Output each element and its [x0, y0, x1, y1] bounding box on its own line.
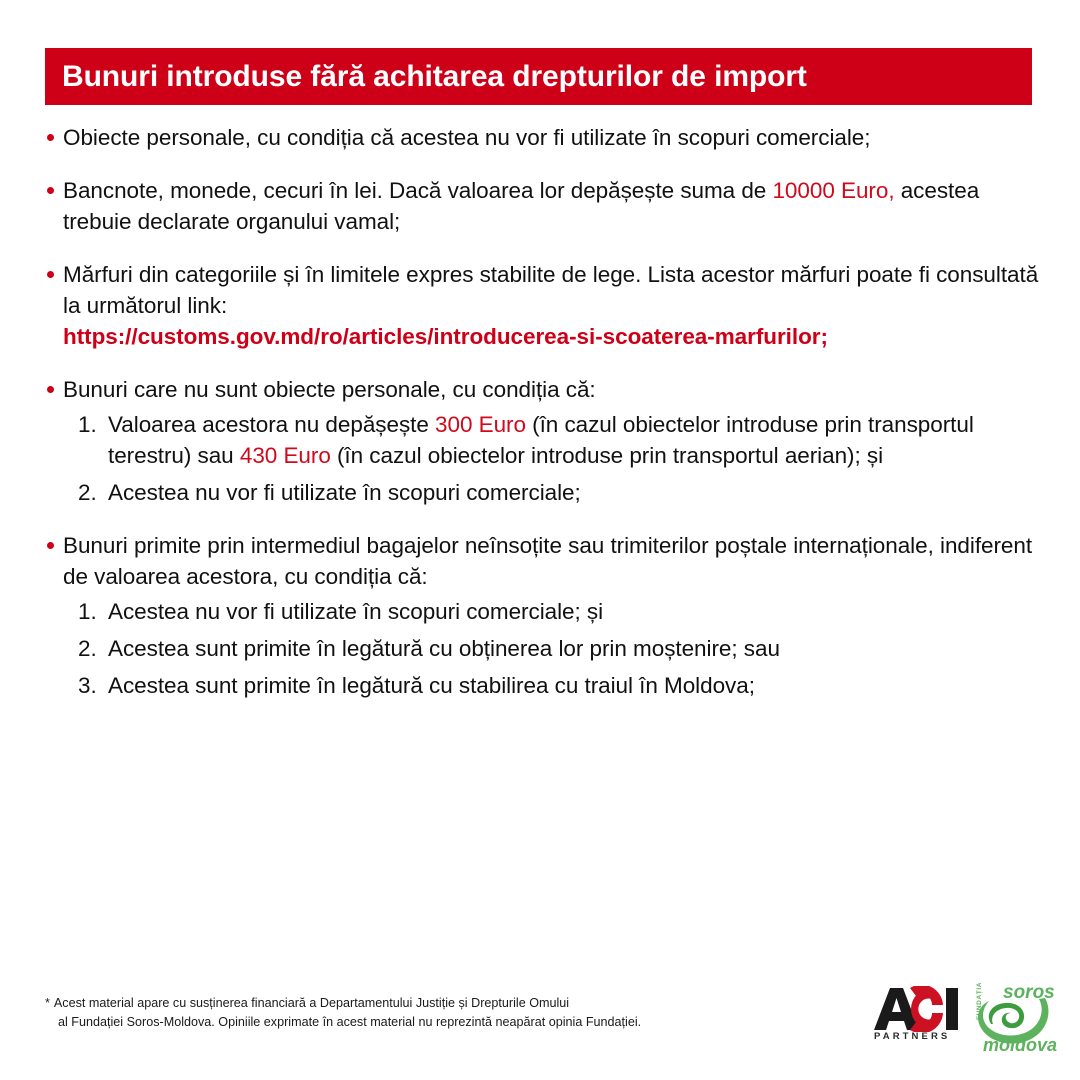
list-number: 1. [78, 412, 97, 437]
body-text: Bancnote, monede, cecuri în lei. Dacă valoarea lor depășește suma de [63, 178, 773, 203]
header-banner [45, 48, 1032, 105]
highlight-value: 430 Euro [239, 443, 331, 468]
soros-moldova-logo [967, 980, 1059, 1054]
disclaimer-line-2: al Fundației Soros-Moldova. Opiniile exprimate în acest material nu reprezintă neapărat opinia Fundației. [58, 1015, 642, 1029]
numbered-list-item [78, 409, 1040, 471]
disclaimer-line-1: Acest material apare cu susținerea financiară a Departamentului Justiție și Drepturile Omului [53, 996, 570, 1010]
list-number: 3. [78, 673, 97, 698]
list-number: 2. [78, 636, 97, 661]
body-text: Mărfuri din categoriile și în limitele expres stabilite de lege. Lista acestor mărfuri poate fi consultată la următorul link: [63, 262, 1039, 318]
numbered-sublist [78, 596, 1040, 701]
bullet-bancnote [45, 175, 1040, 237]
body-text: Bunuri primite prin intermediul bagajelor neînsoțite sau trimiterilor poștale internaționale, indiferent de valoarea acestora, cu condiția că: [63, 533, 1033, 589]
highlight-value: 10000 Euro, [772, 178, 895, 203]
bullet-marfuri [45, 259, 1040, 352]
soros-bottom-word: moldova [983, 1035, 1058, 1054]
body-text: Acestea sunt primite în legătură cu obținerea lor prin moștenire; sau [108, 636, 780, 661]
soros-logo-icon [967, 980, 1059, 1054]
bullet-list [45, 122, 1040, 701]
external-link[interactable]: https://customs.gov.md/ro/articles/introducerea-si-scoaterea-marfurilor; [63, 324, 828, 349]
bullet-paragraph [63, 530, 1040, 592]
numbered-list-item [78, 670, 1040, 701]
soros-vertical-word: FUNDAȚIA [976, 981, 983, 1020]
bullet-bagaje-postale [45, 530, 1040, 701]
numbered-list-item [78, 477, 1040, 508]
bullet-paragraph [63, 175, 1040, 237]
funding-disclaimer [45, 994, 815, 1032]
list-number: 1. [78, 599, 97, 624]
asterisk-marker: * [45, 996, 50, 1010]
body-text: (în cazul obiectelor introduse prin transportul terestru) sau [108, 412, 974, 468]
bullet-dot-icon [47, 134, 54, 141]
body-text: Acestea nu vor fi utilizate în scopuri comerciale; și [108, 599, 604, 624]
highlight-value: 300 Euro [435, 412, 526, 437]
bullet-paragraph [63, 122, 1040, 153]
body-text: Bunuri care nu sunt obiecte personale, cu condiția că: [63, 377, 596, 402]
bullet-paragraph [63, 374, 1040, 405]
bullet-obiecte-personale [45, 122, 1040, 153]
list-number: 2. [78, 480, 97, 505]
aci-wordmark [870, 986, 970, 1030]
body-text: acestea trebuie declarate organului vamal; [63, 178, 980, 234]
aci-logo-icon [870, 986, 970, 1032]
bullet-dot-icon [47, 386, 54, 393]
footer [45, 981, 1058, 1062]
bullet-dot-icon [47, 271, 54, 278]
numbered-list-item [78, 633, 1040, 664]
bullet-bunuri-nepersonale [45, 374, 1040, 508]
numbered-sublist [78, 409, 1040, 508]
bullet-paragraph [63, 259, 1040, 352]
bullet-dot-icon [47, 542, 54, 549]
body-text: Valoarea acestora nu depășește [108, 412, 436, 437]
body-text: Acestea sunt primite în legătură cu stabilirea cu traiul în Moldova; [108, 673, 755, 698]
bullet-dot-icon [47, 187, 54, 194]
body-text: Obiecte personale, cu condiția că acestea nu vor fi utilizate în scopuri comerciale; [63, 125, 871, 150]
body-text: Acestea nu vor fi utilizate în scopuri comerciale; [108, 480, 581, 505]
page-title: Bunuri introduse fără achitarea drepturilor de import [62, 59, 807, 93]
soros-top-word: soros [1003, 982, 1055, 1003]
numbered-list-item [78, 596, 1040, 627]
aci-partners-logo [870, 986, 970, 1052]
body-text: (în cazul obiectelor introduse prin transportul aerian); și [330, 443, 884, 468]
aci-tagline: PARTNERS [874, 1031, 951, 1042]
